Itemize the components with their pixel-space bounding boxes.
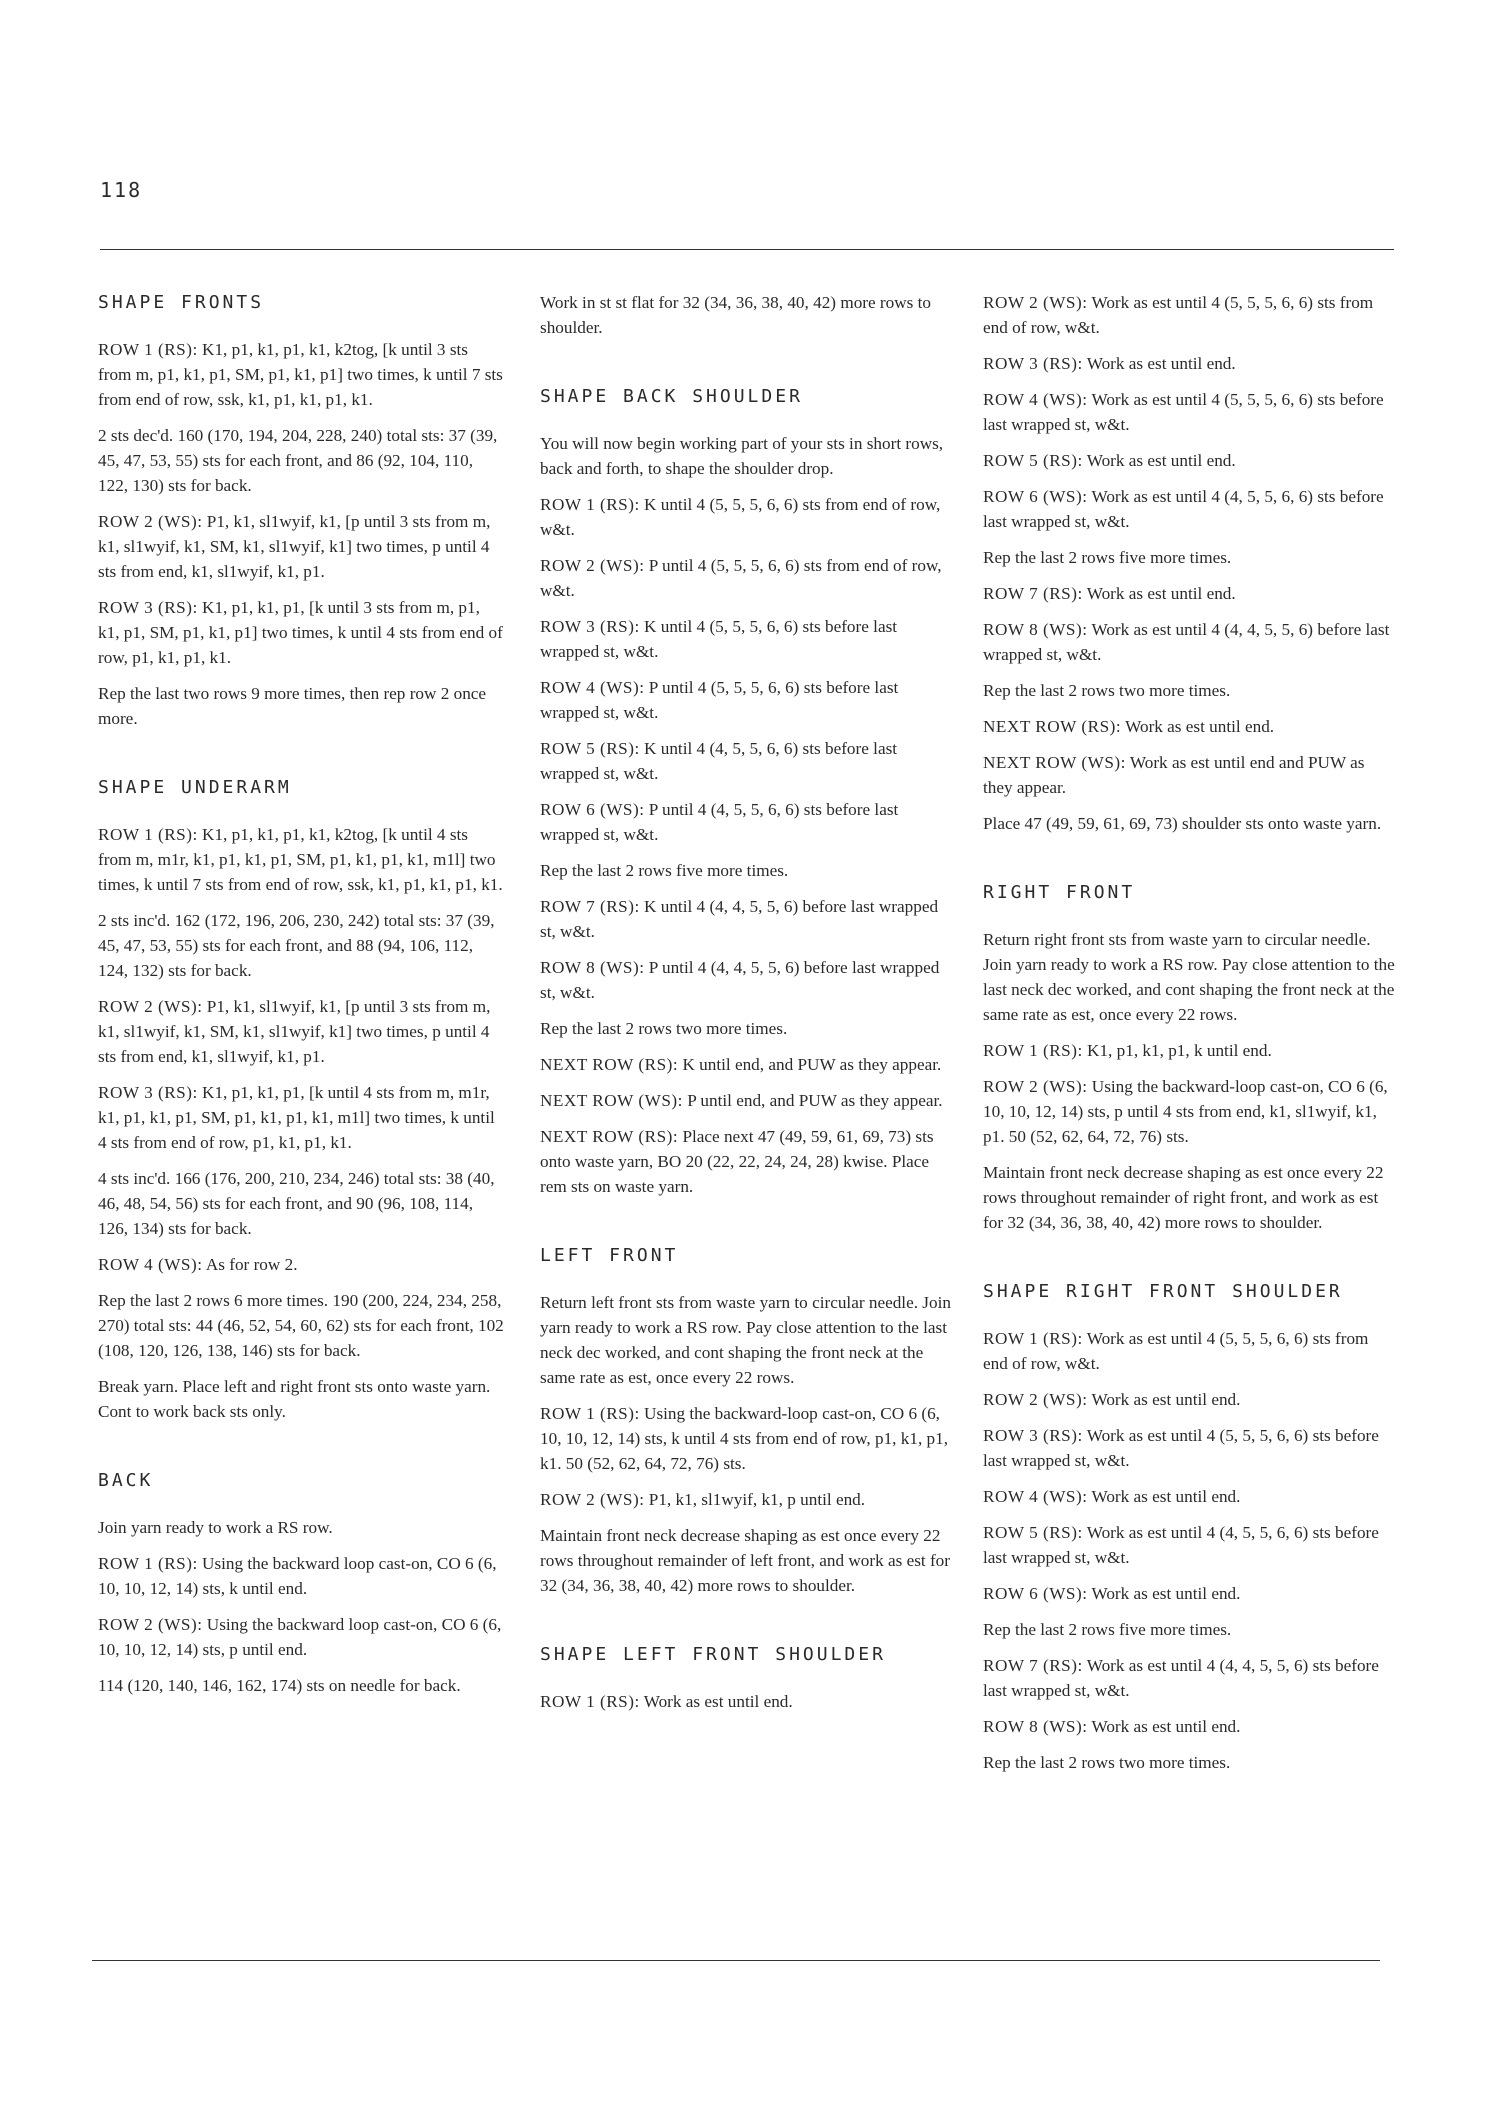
row-label: ROW 1 (RS): [540,1404,640,1423]
row-text: K until 4 (4, 5, 5, 6, 6) sts before last wrapped st, w&t. [540,739,898,783]
section-heading: SHAPE BACK SHOULDER [540,386,803,407]
instruction-paragraph [98,1166,504,1241]
instruction-paragraph [98,1252,504,1277]
row-label: ROW 2 (WS): [98,512,203,531]
instruction-paragraph [98,423,504,498]
row-text: P until end, and PUW as they appear. [682,1091,943,1110]
instruction-paragraph [540,1016,952,1041]
row-label: ROW 1 (RS): [98,825,198,844]
instruction-paragraph [98,822,504,897]
instruction-paragraph [540,894,952,944]
row-text: Rep the last 2 rows two more times. [540,1019,788,1038]
row-text: Return left front sts from waste yarn to circular needle. Join yarn ready to work a RS row. Pay close attention to the last neck dec worked, and cont shaping the front neck at the same rate as est, once every 22 rows. [540,1293,951,1387]
row-text: Work as est until end and PUW as they appear. [983,753,1365,797]
row-label: ROW 8 (WS): [540,958,645,977]
instruction-paragraph [983,1484,1395,1509]
instruction-paragraph [983,714,1395,739]
row-text: P until 4 (5, 5, 5, 6, 6) sts from end of row, w&t. [540,556,942,600]
instruction-paragraph [983,927,1395,1027]
row-label: ROW 2 (WS): [98,997,203,1016]
row-label: ROW 3 (RS): [983,1426,1083,1445]
instruction-paragraph [983,545,1395,570]
column-2 [540,290,952,1725]
row-label: ROW 3 (RS): [983,354,1083,373]
row-text: You will now begin working part of your sts in short rows, back and forth, to shape the shoulder drop. [540,434,944,478]
instruction-paragraph [540,492,952,542]
row-text: Work as est until end. [1087,1717,1241,1736]
instruction-paragraph [98,1288,504,1363]
row-text: K1, p1, k1, p1, k1, k2tog, [k until 3 sts from m, p1, k1, p1, SM, p1, k1, p1] two times, k until 7 sts from end of row, ssk, k1, p1, k1, p1, k1. [98,340,503,409]
row-text: Work as est until 4 (4, 5, 5, 6, 6) sts before last wrapped st, w&t. [983,487,1384,531]
row-label: ROW 1 (RS): [540,495,640,514]
instruction-paragraph [983,484,1395,534]
instruction-paragraph [983,1617,1395,1642]
instruction-paragraph [98,1673,504,1698]
row-label: NEXT ROW (RS): [540,1127,679,1146]
row-label: ROW 5 (RS): [540,739,640,758]
instruction-paragraph [983,1581,1395,1606]
row-text: 2 sts inc'd. 162 (172, 196, 206, 230, 242) total sts: 37 (39, 45, 47, 53, 55) sts for each front, and 88 (94, 106, 112, 124, 132) sts for back. [98,911,495,980]
row-label: ROW 2 (WS): [98,1615,203,1634]
instruction-paragraph [983,1423,1395,1473]
instruction-paragraph [983,1387,1395,1412]
row-text: Using the backward-loop cast-on, CO 6 (6, 10, 10, 12, 14) sts, p until 4 sts from end, k1, sl1wyif, k1, p1. 50 (52, 62, 64, 72, 76) sts. [983,1077,1388,1146]
row-label: NEXT ROW (RS): [983,717,1122,736]
instruction-paragraph [983,1653,1395,1703]
row-label: ROW 1 (RS): [98,340,198,359]
instruction-paragraph [540,858,952,883]
row-text: 4 sts inc'd. 166 (176, 200, 210, 234, 246) total sts: 38 (40, 46, 48, 54, 56) sts for each front, and 90 (96, 108, 114, 126, 134) sts for back. [98,1169,495,1238]
row-text: Maintain front neck decrease shaping as est once every 22 rows throughout remainder of right front, and work as est for 32 (34, 36, 38, 40, 42) more rows to shoulder. [983,1163,1384,1232]
row-text: Work as est until end. [1082,451,1236,470]
instruction-paragraph [983,351,1395,376]
row-label: ROW 3 (RS): [540,617,640,636]
row-text: Join yarn ready to work a RS row. [98,1518,333,1537]
instruction-paragraph [540,1124,952,1199]
row-label: ROW 2 (WS): [983,293,1088,312]
instruction-paragraph [540,736,952,786]
row-text: Rep the last 2 rows five more times. [983,548,1232,567]
row-label: ROW 4 (WS): [98,1255,203,1274]
row-label: NEXT ROW (WS): [540,1091,683,1110]
row-text: Work as est until 4 (5, 5, 5, 6, 6) sts before last wrapped st, w&t. [983,390,1384,434]
row-text: K1, p1, k1, p1, [k until 4 sts from m, m1r, k1, p1, k1, p1, SM, p1, k1, p1, k1, m1l] two times, k until 4 sts from end of row, p1, k1, p1, k1. [98,1083,495,1152]
column-1 [98,290,504,1709]
column-3 [983,290,1395,1786]
row-text: K1, p1, k1, p1, k until end. [1082,1041,1272,1060]
row-text: Work as est until end. [1087,1584,1241,1603]
row-text: Work as est until 4 (5, 5, 5, 6, 6) sts from end of row, w&t. [983,1329,1369,1373]
row-label: ROW 1 (RS): [540,1692,640,1711]
row-text: P1, k1, sl1wyif, k1, p until end. [644,1490,866,1509]
instruction-paragraph [983,1714,1395,1739]
instruction-paragraph [983,750,1395,800]
row-label: ROW 6 (WS): [983,487,1088,506]
row-label: ROW 2 (WS): [983,1390,1088,1409]
instruction-paragraph [540,955,952,1005]
row-text: Work as est until end. [1087,1487,1241,1506]
instruction-paragraph [98,337,504,412]
section-heading: SHAPE LEFT FRONT SHOULDER [540,1644,886,1665]
row-label: ROW 7 (RS): [983,1656,1083,1675]
row-label: ROW 4 (WS): [983,390,1088,409]
instruction-paragraph [98,908,504,983]
instruction-paragraph [540,1523,952,1598]
row-text: Work as est until 4 (4, 4, 5, 5, 6) before last wrapped st, w&t. [983,620,1390,664]
row-text: Using the backward-loop cast-on, CO 6 (6, 10, 10, 12, 14) sts, k until 4 sts from end of row, p1, k1, p1, k1. 50 (52, 62, 64, 72, 76) sts. [540,1404,949,1473]
instruction-paragraph [98,1080,504,1155]
row-text: K until end, and PUW as they appear. [678,1055,942,1074]
row-label: ROW 5 (RS): [983,451,1083,470]
row-label: ROW 1 (RS): [98,1554,198,1573]
section-heading: SHAPE UNDERARM [98,777,292,798]
instruction-paragraph [540,1689,952,1714]
instruction-paragraph [540,614,952,664]
row-text: Work as est until 4 (4, 4, 5, 5, 6) sts before last wrapped st, w&t. [983,1656,1379,1700]
instruction-paragraph [98,1612,504,1662]
section-heading: LEFT FRONT [540,1245,679,1266]
row-label: NEXT ROW (RS): [540,1055,679,1074]
row-text: P1, k1, sl1wyif, k1, [p until 3 sts from m, k1, sl1wyif, k1, SM, k1, sl1wyif, k1] two times, p until 4 sts from end, k1, sl1wyif, k1, p1. [98,512,491,581]
row-text: Using the backward loop cast-on, CO 6 (6, 10, 10, 12, 14) sts, k until end. [98,1554,497,1598]
row-text: Place 47 (49, 59, 61, 69, 73) shoulder sts onto waste yarn. [983,814,1382,833]
instruction-paragraph [540,1487,952,1512]
section-heading: BACK [98,1470,154,1491]
row-text: Work as est until end. [1082,584,1236,603]
instruction-paragraph [98,509,504,584]
instruction-paragraph [540,1088,952,1113]
section-heading: RIGHT FRONT [983,882,1136,903]
row-text: Rep the last two rows 9 more times, then rep row 2 once more. [98,684,487,728]
instruction-paragraph [983,617,1395,667]
row-text: Maintain front neck decrease shaping as est once every 22 rows throughout remainder of left front, and work as est for 32 (34, 36, 38, 40, 42) more rows to shoulder. [540,1526,950,1595]
row-label: NEXT ROW (WS): [983,753,1126,772]
instruction-paragraph [540,675,952,725]
row-label: ROW 5 (RS): [983,1523,1083,1542]
instruction-paragraph [540,1290,952,1390]
row-label: ROW 4 (WS): [983,1487,1088,1506]
row-text: Work as est until 4 (5, 5, 5, 6, 6) sts before last wrapped st, w&t. [983,1426,1379,1470]
row-label: ROW 2 (WS): [983,1077,1088,1096]
row-label: ROW 2 (WS): [540,556,645,575]
row-text: Work as est until end. [1082,354,1236,373]
row-text: 2 sts dec'd. 160 (170, 194, 204, 228, 240) total sts: 37 (39, 45, 47, 53, 55) sts for each front, and 86 (92, 104, 110, 122, 130) sts for back. [98,426,498,495]
row-label: ROW 1 (RS): [983,1329,1083,1348]
section-heading: SHAPE RIGHT FRONT SHOULDER [983,1281,1343,1302]
instruction-paragraph [983,1074,1395,1149]
instruction-paragraph [98,994,504,1069]
row-text: Work as est until end. [1121,717,1275,736]
row-text: As for row 2. [202,1255,298,1274]
instruction-paragraph [540,431,952,481]
row-text: Rep the last 2 rows five more times. [540,861,789,880]
row-text: Rep the last 2 rows five more times. [983,1620,1232,1639]
row-text: Using the backward loop cast-on, CO 6 (6, 10, 10, 12, 14) sts, p until end. [98,1615,502,1659]
row-text: Rep the last 2 rows two more times. [983,681,1231,700]
instruction-paragraph [983,1520,1395,1570]
instruction-paragraph [98,1515,504,1540]
row-text: P until 4 (4, 4, 5, 5, 6) before last wrapped st, w&t. [540,958,940,1002]
instruction-paragraph [983,581,1395,606]
row-text: Work as est until 4 (4, 5, 5, 6, 6) sts before last wrapped st, w&t. [983,1523,1379,1567]
row-label: ROW 2 (WS): [540,1490,645,1509]
row-text: Rep the last 2 rows two more times. [983,1753,1231,1772]
instruction-paragraph [983,448,1395,473]
row-label: ROW 3 (RS): [98,598,198,617]
instruction-paragraph [983,1038,1395,1063]
instruction-paragraph [540,290,952,340]
row-text: K until 4 (5, 5, 5, 6, 6) sts from end of row, w&t. [540,495,941,539]
page-number: 118 [100,178,143,202]
top-rule [100,249,1394,250]
row-text: Work in st st flat for 32 (34, 36, 38, 40, 42) more rows to shoulder. [540,293,932,337]
row-label: ROW 6 (WS): [983,1584,1088,1603]
instruction-paragraph [540,553,952,603]
row-text: Work as est until end. [1087,1390,1241,1409]
instruction-paragraph [983,811,1395,836]
row-text: 114 (120, 140, 146, 162, 174) sts on needle for back. [98,1676,461,1695]
row-text: Return right front sts from waste yarn to circular needle. Join yarn ready to work a RS row. Pay close attention to the last neck dec worked, and cont shaping the front neck at the same rate as est, once every 22 rows. [983,930,1395,1024]
section-heading: SHAPE FRONTS [98,292,265,313]
instruction-paragraph [98,1551,504,1601]
instruction-paragraph [983,1160,1395,1235]
instruction-paragraph [983,678,1395,703]
row-text: P until 4 (5, 5, 5, 6, 6) sts before last wrapped st, w&t. [540,678,899,722]
instruction-paragraph [540,797,952,847]
row-text: K1, p1, k1, p1, [k until 3 sts from m, p1, k1, p1, SM, p1, k1, p1] two times, k until 4 sts from end of row, p1, k1, p1, k1. [98,598,503,667]
row-text: K1, p1, k1, p1, k1, k2tog, [k until 4 sts from m, m1r, k1, p1, k1, p1, SM, p1, k1, p1, k1, m1l] two times, k until 7 sts from end of row, ssk, k1, p1, k1, p1, k1. [98,825,503,894]
instruction-paragraph [540,1401,952,1476]
row-label: ROW 8 (WS): [983,1717,1088,1736]
row-label: ROW 6 (WS): [540,800,645,819]
row-label: ROW 4 (WS): [540,678,645,697]
row-text: Work as est until 4 (5, 5, 5, 6, 6) sts from end of row, w&t. [983,293,1374,337]
row-label: ROW 3 (RS): [98,1083,198,1102]
row-text: Break yarn. Place left and right front sts onto waste yarn. Cont to work back sts only. [98,1377,491,1421]
row-text: P until 4 (4, 5, 5, 6, 6) sts before last wrapped st, w&t. [540,800,899,844]
row-label: ROW 7 (RS): [983,584,1083,603]
instruction-paragraph [98,595,504,670]
row-text: K until 4 (4, 4, 5, 5, 6) before last wrapped st, w&t. [540,897,939,941]
bottom-rule [92,1960,1380,1961]
instruction-paragraph [983,1750,1395,1775]
row-text: P1, k1, sl1wyif, k1, [p until 3 sts from m, k1, sl1wyif, k1, SM, k1, sl1wyif, k1] two times, p until 4 sts from end, k1, sl1wyif, k1, p1. [98,997,491,1066]
row-text: Work as est until end. [639,1692,793,1711]
instruction-paragraph [98,681,504,731]
row-label: ROW 8 (WS): [983,620,1088,639]
instruction-paragraph [540,1052,952,1077]
instruction-paragraph [983,1326,1395,1376]
row-label: ROW 7 (RS): [540,897,640,916]
row-text: Place next 47 (49, 59, 61, 69, 73) sts onto waste yarn, BO 20 (22, 22, 24, 24, 28) kwise. Place rem sts on waste yarn. [540,1127,934,1196]
instruction-paragraph [98,1374,504,1424]
row-label: ROW 1 (RS): [983,1041,1083,1060]
instruction-paragraph [983,290,1395,340]
instruction-paragraph [983,387,1395,437]
row-text: K until 4 (5, 5, 5, 6, 6) sts before last wrapped st, w&t. [540,617,898,661]
row-text: Rep the last 2 rows 6 more times. 190 (200, 224, 234, 258, 270) total sts: 44 (46, 52, 54, 60, 62) sts for each front, 102 (108, 120, 126, 138, 146) sts for back. [98,1291,504,1360]
